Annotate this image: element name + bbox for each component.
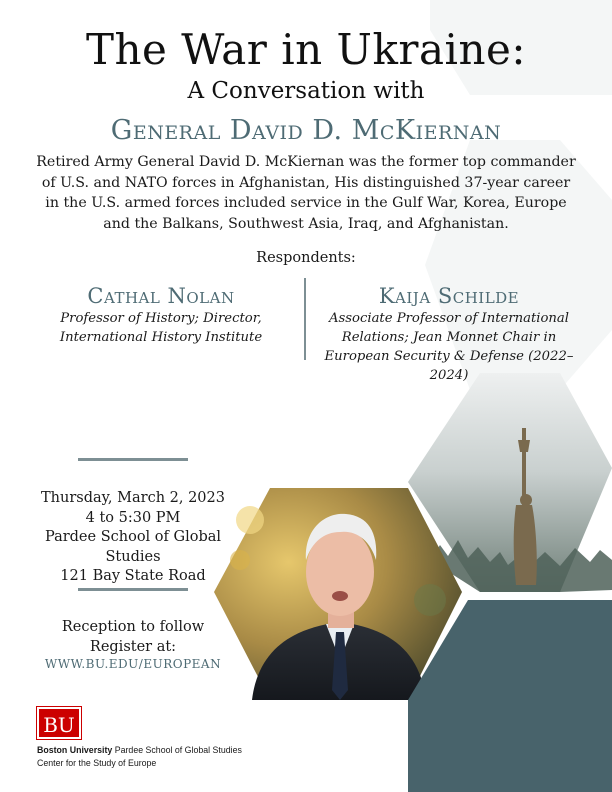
event-date: Thursday, March 2, 2023 bbox=[41, 490, 225, 506]
event-venue: Pardee School of Global Studies bbox=[44, 529, 222, 565]
respondents-label: Respondents: bbox=[256, 250, 356, 266]
event-address: 121 Bay State Road bbox=[60, 568, 206, 584]
event-subtitle: A Conversation with bbox=[187, 78, 425, 104]
school-name: Pardee School of Global Studies bbox=[114, 745, 242, 755]
respondent-name: Cathal Nolan bbox=[87, 284, 235, 308]
respondent-nolan bbox=[50, 283, 272, 347]
respondent-role: Associate Professor of International Relations; Jean Monnet Chair in European Security & Defense (2022–2024) bbox=[324, 311, 574, 383]
bu-logo: BU bbox=[37, 707, 81, 739]
details-divider-top bbox=[78, 458, 188, 461]
respondent-role: Professor of History; Director, International History Institute bbox=[59, 311, 263, 345]
university-name: Boston University bbox=[37, 745, 113, 755]
organization-block bbox=[37, 744, 242, 769]
center-name: Center for the Study of Europe bbox=[37, 757, 157, 768]
event-details bbox=[28, 489, 238, 587]
event-title: The War in Ukraine: bbox=[85, 25, 527, 74]
speaker-description: Retired Army General David D. McKiernan was the former top commander of U.S. and NATO forces in Afghanistan, His distinguished 37-year career in the U.S. armed forces included service in the Gulf War, Korea, Europe and the Balkans, Southwest Asia, Iraq, and Afghanistan. bbox=[36, 154, 576, 232]
speaker-name: General David D. McKiernan bbox=[110, 115, 502, 146]
register-link[interactable]: WWW.BU.EDU/EUROPEAN bbox=[44, 657, 222, 671]
reception-info bbox=[28, 618, 238, 657]
speaker-photo-hexagon bbox=[214, 488, 462, 700]
register-label: Register at: bbox=[89, 638, 177, 655]
respondent-schilde bbox=[318, 283, 580, 385]
event-time: 4 to 5:30 PM bbox=[85, 509, 181, 526]
details-divider-bottom bbox=[78, 588, 188, 591]
respondent-name: Kaija Schilde bbox=[378, 284, 520, 308]
respondent-divider bbox=[304, 278, 306, 360]
reception-note: Reception to follow bbox=[61, 619, 205, 635]
